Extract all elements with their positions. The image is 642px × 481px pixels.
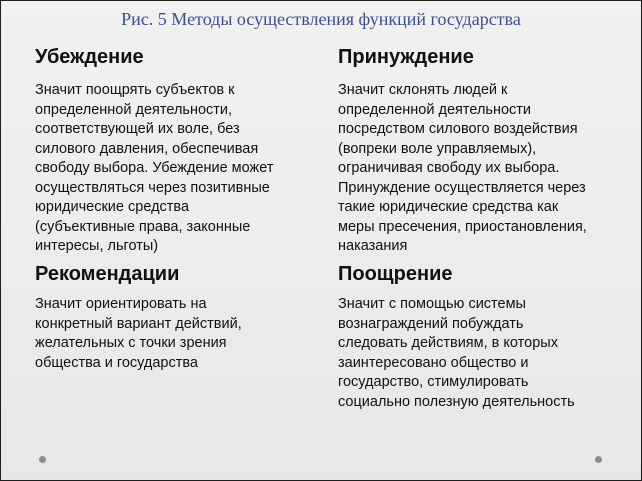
text-line: (вопреки воле управляемых), <box>338 140 537 157</box>
text-line: Значит поощрять субъектов к <box>35 82 235 98</box>
text-encouragement <box>338 295 575 412</box>
decorative-dot-right <box>595 456 602 463</box>
text-persuasion <box>35 81 273 257</box>
text-line: меры пресечения, приостановления, <box>338 218 587 235</box>
text-line: Значит ориентировать на <box>35 296 207 312</box>
text-line: определенной деятельности <box>338 101 532 118</box>
text-line: Значит с помощью системы <box>338 296 526 312</box>
text-line: Принуждение осуществляется через <box>338 179 586 196</box>
text-line: заинтересовано общество и <box>338 354 529 371</box>
text-line: следовать действиям, в которых <box>338 335 558 351</box>
text-line: юридические средства <box>35 199 190 215</box>
text-line: интересы, льготы) <box>35 238 159 254</box>
text-line: такие юридические средства как <box>338 199 559 215</box>
text-line: силового давления, обеспечивая <box>35 140 259 157</box>
text-line: конкретный вариант действий, <box>35 315 242 332</box>
text-line: (субъективные права, законные <box>35 218 251 235</box>
text-line: Значит склонять людей к <box>338 82 508 98</box>
text-line: соответствующей их воле, без <box>35 121 240 137</box>
text-coercion <box>338 81 587 257</box>
text-line: государство, стимулировать <box>338 374 529 390</box>
text-line: вознаграждений побуждать <box>338 315 524 332</box>
text-line: социально полезную деятельность <box>338 393 575 410</box>
text-line: ограничивая свободу их выбора. <box>338 160 560 176</box>
heading-persuasion: Убеждение <box>35 46 144 68</box>
text-line: осуществляться через позитивные <box>35 179 270 196</box>
decorative-dot-left <box>39 456 46 463</box>
text-line: желательных с точки зрения <box>35 335 227 351</box>
text-line: свободу выбора. Убеждение может <box>35 160 274 176</box>
text-line: наказания <box>338 238 408 254</box>
text-line: определенной деятельности, <box>35 101 233 118</box>
text-line: общества и государства <box>35 354 198 371</box>
text-recommendations <box>35 295 242 373</box>
heading-coercion: Принуждение <box>338 46 474 68</box>
heading-recommendations: Рекомендации <box>35 263 180 285</box>
slide-title: Рис. 5 Методы осуществления функций государства <box>121 9 521 29</box>
text-line: посредством силового воздействия <box>338 121 578 137</box>
heading-encouragement: Поощрение <box>338 263 453 285</box>
